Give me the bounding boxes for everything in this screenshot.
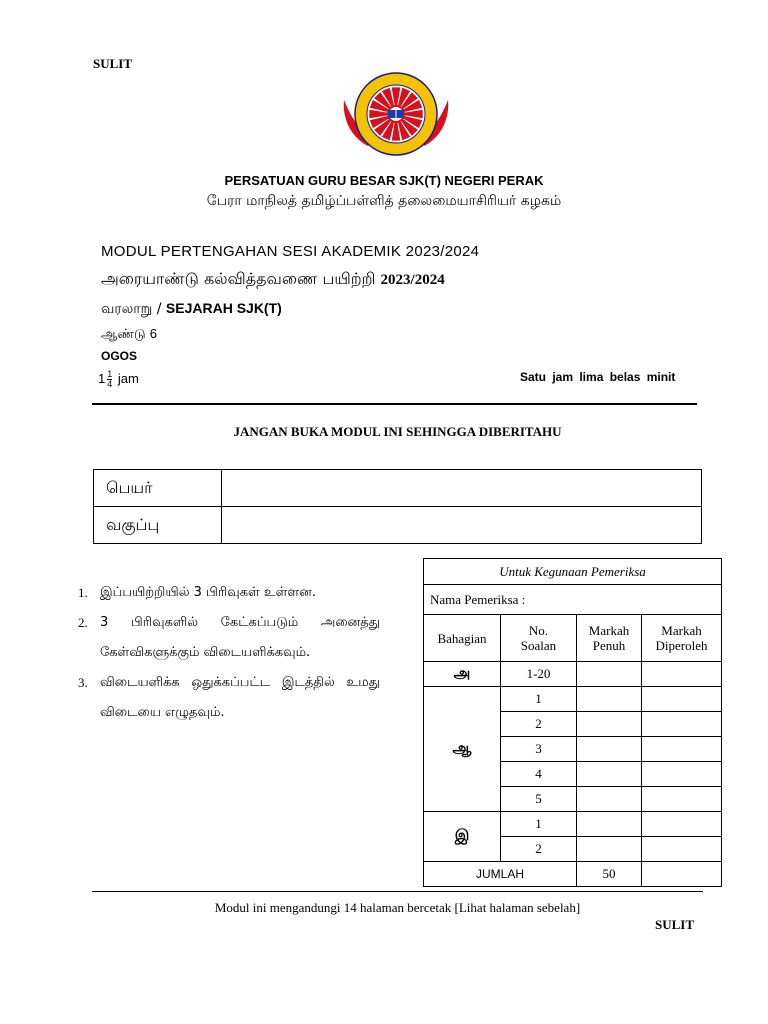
module-title-ta-text: அரையாண்டு கல்வித்தவணை பயிற்றி	[101, 269, 376, 288]
module-title: MODUL PERTENGAHAN SESI AKADEMIK 2023/2024	[101, 243, 480, 260]
name-row	[94, 470, 702, 507]
question-number: 1-20	[501, 662, 577, 687]
instruction-text: இப்பயிற்றியில் 3 பிரிவுகள் உள்ளன.	[100, 585, 316, 600]
question-number: 4	[501, 762, 577, 787]
classification-top: SULIT	[93, 56, 133, 71]
question-number: 3	[501, 737, 577, 762]
full-marks-cell	[577, 787, 642, 812]
instruction-number: 1.	[78, 585, 88, 600]
obtained-marks-cell[interactable]	[642, 662, 722, 687]
class-label: வகுப்பு	[94, 507, 222, 544]
instructions-list	[78, 578, 380, 728]
year-number: 6	[149, 326, 157, 341]
year-level	[101, 326, 157, 343]
full-marks-cell	[577, 837, 642, 862]
obtained-marks-cell[interactable]	[642, 787, 722, 812]
association-name-en: PERSATUAN GURU BESAR SJK(T) NEGERI PERAK	[224, 173, 544, 188]
question-number: 1	[501, 687, 577, 712]
classification-bottom: SULIT	[655, 917, 695, 932]
class-row	[94, 507, 702, 544]
duration-words: Satu jam lima belas minit	[520, 370, 676, 384]
question-number: 1	[501, 812, 577, 837]
obtained-marks-cell[interactable]	[642, 737, 722, 762]
table-row	[424, 662, 722, 687]
examiner-table	[423, 558, 722, 887]
total-obtained-marks[interactable]	[642, 862, 722, 887]
header-divider	[92, 403, 697, 405]
duration-numerator: 1	[107, 369, 113, 379]
total-label: JUMLAH	[424, 862, 577, 887]
section-label: அ	[424, 662, 501, 687]
instruction-text: விடையளிக்க ஒதுக்கப்பட்ட இடத்தில் உமது விடையை எழுதவும்.	[100, 675, 380, 720]
duration-unit: jam	[117, 370, 139, 386]
full-marks-cell	[577, 812, 642, 837]
total-row	[424, 862, 722, 887]
subject-ta: வரலாறு	[101, 301, 153, 317]
page-count-note: Modul ini mengandungi 14 halaman bercetak [Lihat halaman sebelah]	[214, 900, 581, 915]
obtained-marks-cell[interactable]	[642, 812, 722, 837]
name-field[interactable]	[222, 470, 702, 507]
subject-separator: /	[152, 301, 166, 317]
instruction-text: 3 பிரிவுகளில் கேட்கப்படும் அனைத்து கேள்விகளுக்கும் விடையளிக்கவும்.	[100, 615, 380, 660]
question-number: 2	[501, 837, 577, 862]
col-obtained-marks-header: Markah Diperoleh	[642, 615, 722, 662]
total-full-marks: 50	[577, 862, 642, 887]
subject-ms: SEJARAH SJK(T)	[165, 300, 282, 316]
warning-notice: JANGAN BUKA MODUL INI SEHINGGA DIBERITAHU	[233, 424, 562, 439]
duration-denominator: 4	[107, 379, 113, 389]
instruction-item	[78, 668, 380, 728]
module-title-ta	[101, 269, 445, 290]
full-marks-cell	[577, 662, 642, 687]
name-label: பெயர்	[94, 470, 222, 507]
year-label: ஆண்டு	[101, 327, 146, 342]
instruction-number: 3.	[78, 675, 88, 690]
instruction-number: 2.	[78, 615, 88, 630]
section-label: இ	[424, 812, 501, 862]
duration-fraction	[107, 370, 112, 389]
question-number: 2	[501, 712, 577, 737]
obtained-marks-cell[interactable]	[642, 712, 722, 737]
exam-month: OGOS	[101, 349, 138, 363]
full-marks-cell	[577, 737, 642, 762]
duration-whole: 1	[98, 370, 106, 386]
subject	[101, 300, 282, 319]
examiner-name-field: Nama Pemeriksa :	[424, 585, 722, 615]
association-logo	[338, 68, 454, 168]
full-marks-cell	[577, 762, 642, 787]
student-details-table	[93, 469, 702, 544]
duration	[98, 370, 139, 389]
obtained-marks-cell[interactable]	[642, 837, 722, 862]
obtained-marks-cell[interactable]	[642, 762, 722, 787]
class-field[interactable]	[222, 507, 702, 544]
full-marks-cell	[577, 712, 642, 737]
footer-divider	[92, 891, 703, 892]
instruction-item	[78, 608, 380, 668]
obtained-marks-cell[interactable]	[642, 687, 722, 712]
examiner-table-header	[424, 615, 722, 662]
association-name-ta: பேரா மாநிலத் தமிழ்ப்பள்ளித் தலைமையாசிரியர் கழகம்	[206, 193, 562, 209]
section-label: ஆ	[424, 687, 501, 812]
instruction-item	[78, 578, 380, 608]
table-row	[424, 687, 722, 712]
examiner-table-caption: Untuk Kegunaan Pemeriksa	[424, 559, 722, 585]
full-marks-cell	[577, 687, 642, 712]
table-row	[424, 812, 722, 837]
question-number: 5	[501, 787, 577, 812]
col-question-header: No. Soalan	[501, 615, 577, 662]
col-section-header: Bahagian	[424, 615, 501, 662]
module-title-ta-year: 2023/2024	[380, 272, 445, 288]
col-full-marks-header: Markah Penuh	[577, 615, 642, 662]
